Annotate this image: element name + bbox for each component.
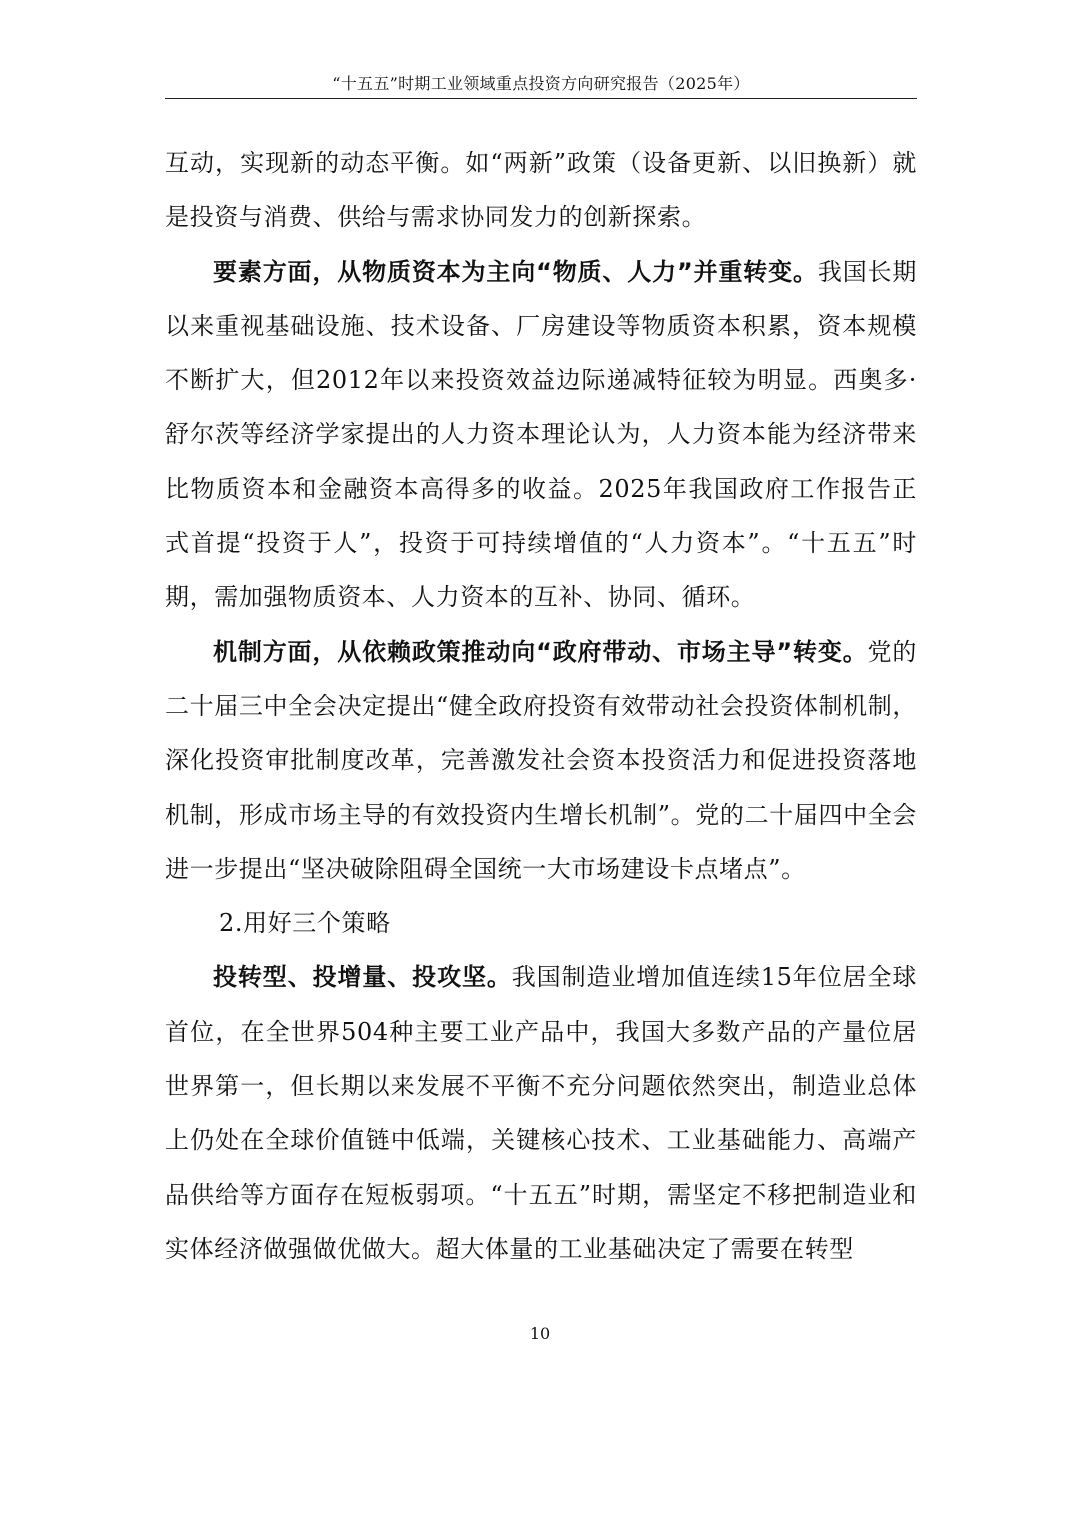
paragraph-investment-consumption: 互动，实现新的动态平衡。如“两新”政策（设备更新、以旧换新）就是投资与消费、供给与需求协同发力的创新探索。	[165, 149, 917, 232]
paragraph-lead-mechanism: 机制方面，从依赖政策推动向“政府带动、市场主导”转变。	[213, 637, 868, 666]
page-number: 10	[529, 1324, 551, 1343]
page-header: “十五五”时期工业领域重点投资方向研究报告（2025年）	[332, 74, 750, 93]
section-heading: 2.用好三个策略	[219, 909, 391, 938]
paragraph-factors	[165, 245, 917, 625]
paragraph-text-strategies: 我国制造业增加值连续15年位居全球首位，在全世界504种主要工业产品中，我国大多数产品的产量位居世界第一，但长期以来发展不平衡不充分问题依然突出，制造业总体上仍处在全球价值链中低端，关键核心技术、工业基础能力、高端产品供给等方面存在短板弱项。“十五五”时期，需坚定不移把制造业和实体经济做强做优做大。超大体量的工业基础决定了需要在转型	[165, 963, 917, 1263]
paragraph-lead-factors: 要素方面，从物质资本为主向“物质、人力”并重转变。	[213, 257, 818, 286]
header-divider	[165, 98, 917, 99]
paragraph-mechanism	[165, 625, 917, 896]
document-body	[165, 136, 917, 1276]
paragraph-text-mechanism: 党的二十届三中全会决定提出“健全政府投资有效带动社会投资体制机制，深化投资审批制度改革，完善激发社会资本投资活力和促进投资落地机制，形成市场主导的有效投资内生增长机制”。党的二十届四中全会进一步提出“坚决破除阻碍全国统一大市场建设卡点堵点”。	[165, 637, 917, 883]
paragraph-strategies	[165, 950, 917, 1276]
paragraph-text-factors: 我国长期以来重视基础设施、技术设备、厂房建设等物质资本积累，资本规模不断扩大，但2012年以来投资效益边际递减特征较为明显。西奥多·舒尔茨等经济学家提出的人力资本理论认为，人力资本能为经济带来比物质资本和金融资本高得多的收益。2025年我国政府工作报告正式首提“投资于人”，投资于可持续增值的“人力资本”。“十五五”时期，需加强物质资本、人力资本的互补、协同、循环。	[165, 257, 917, 612]
paragraph-lead-strategies: 投转型、投增量、投攻坚。	[213, 963, 512, 992]
